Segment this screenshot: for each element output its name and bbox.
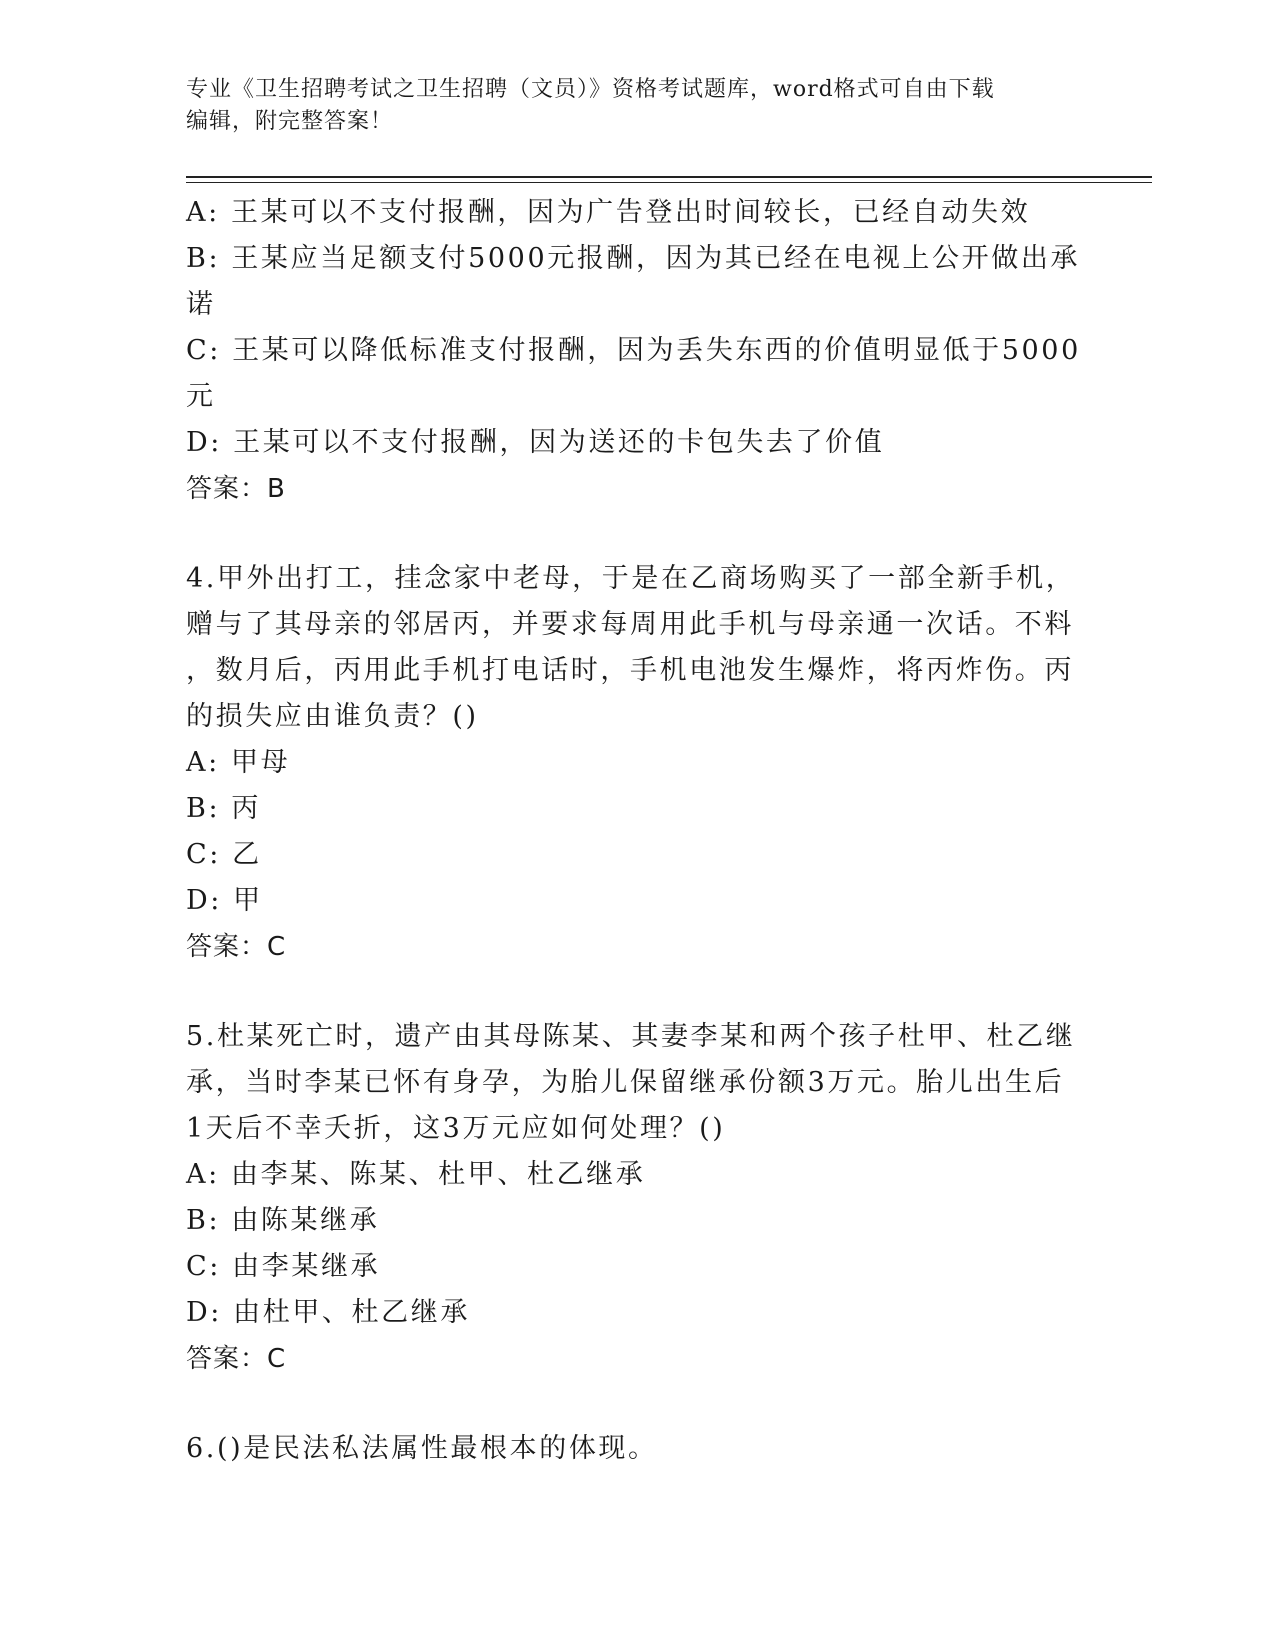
document-body [186,190,1081,1472]
question-6 [186,1426,1066,1472]
q4-stem-line-1: 4.甲外出打工，挂念家中老母，于是在乙商场购买了一部全新手机， [186,563,1076,594]
q4-option-d: D: 甲 [186,885,263,916]
spacer [186,970,1066,1014]
q4-stem-line-2: 赠与了其母亲的邻居丙，并要求每周用此手机与母亲通一次话。不料 [186,609,1074,640]
q4-answer: 答案：C [186,932,287,962]
q4-stem-line-3: ，数月后，丙用此手机打电话时，手机电池发生爆炸，将丙炸伤。丙 [186,655,1074,686]
q4-option-c: C: 乙 [186,839,262,870]
q5-stem-line-3: 1天后不幸夭折，这3万元应如何处理？() [186,1113,726,1144]
header-divider-thin [186,182,1152,183]
question-5 [186,1014,1076,1382]
document-header [186,74,1086,138]
question-4 [186,556,1076,970]
q5-option-a: A: 由李某、陈某、杜甲、杜乙继承 [186,1159,646,1190]
q6-stem-line-1: 6.()是民法私法属性最根本的体现。 [186,1433,658,1464]
q4-option-b: B: 丙 [186,793,261,824]
q3-option-c-line-2: 元 [186,381,216,412]
q5-option-b: B: 由陈某继承 [186,1205,380,1236]
q3-option-b-line-2: 诺 [186,289,216,320]
q4-stem-line-4: 的损失应由谁负责？() [186,701,479,732]
header-line-1: 专业《卫生招聘考试之卫生招聘（文员）》资格考试题库，word格式可自由下载 [186,77,995,102]
q5-stem-line-1: 5.杜某死亡时，遗产由其母陈某、其妻李某和两个孩子杜甲、杜乙继 [186,1021,1076,1052]
q3-option-c-line-1: C: 王某可以降低标准支付报酬，因为丢失东西的价值明显低于5000 [186,335,1081,366]
spacer [186,1382,1066,1426]
q3-option-b-line-1: B: 王某应当足额支付5000元报酬，因为其已经在电视上公开做出承 [186,243,1081,274]
q5-stem-line-2: 承，当时李某已怀有身孕，为胎儿保留继承份额3万元。胎儿出生后 [186,1067,1065,1098]
q5-option-c: C: 由李某继承 [186,1251,381,1282]
q5-option-d: D: 由杜甲、杜乙继承 [186,1297,470,1328]
q5-answer: 答案：C [186,1344,287,1374]
question-3-options [186,190,1081,512]
spacer [186,512,1066,556]
header-line-2: 编辑，附完整答案！ [186,109,394,134]
q3-answer: 答案：B [186,474,286,504]
q3-option-a: A: 王某可以不支付报酬，因为广告登出时间较长，已经自动失效 [186,197,1031,228]
q4-option-a: A: 甲母 [186,747,291,778]
q3-option-d: D: 王某可以不支付报酬，因为送还的卡包失去了价值 [186,427,885,458]
header-divider-thick [186,176,1152,178]
